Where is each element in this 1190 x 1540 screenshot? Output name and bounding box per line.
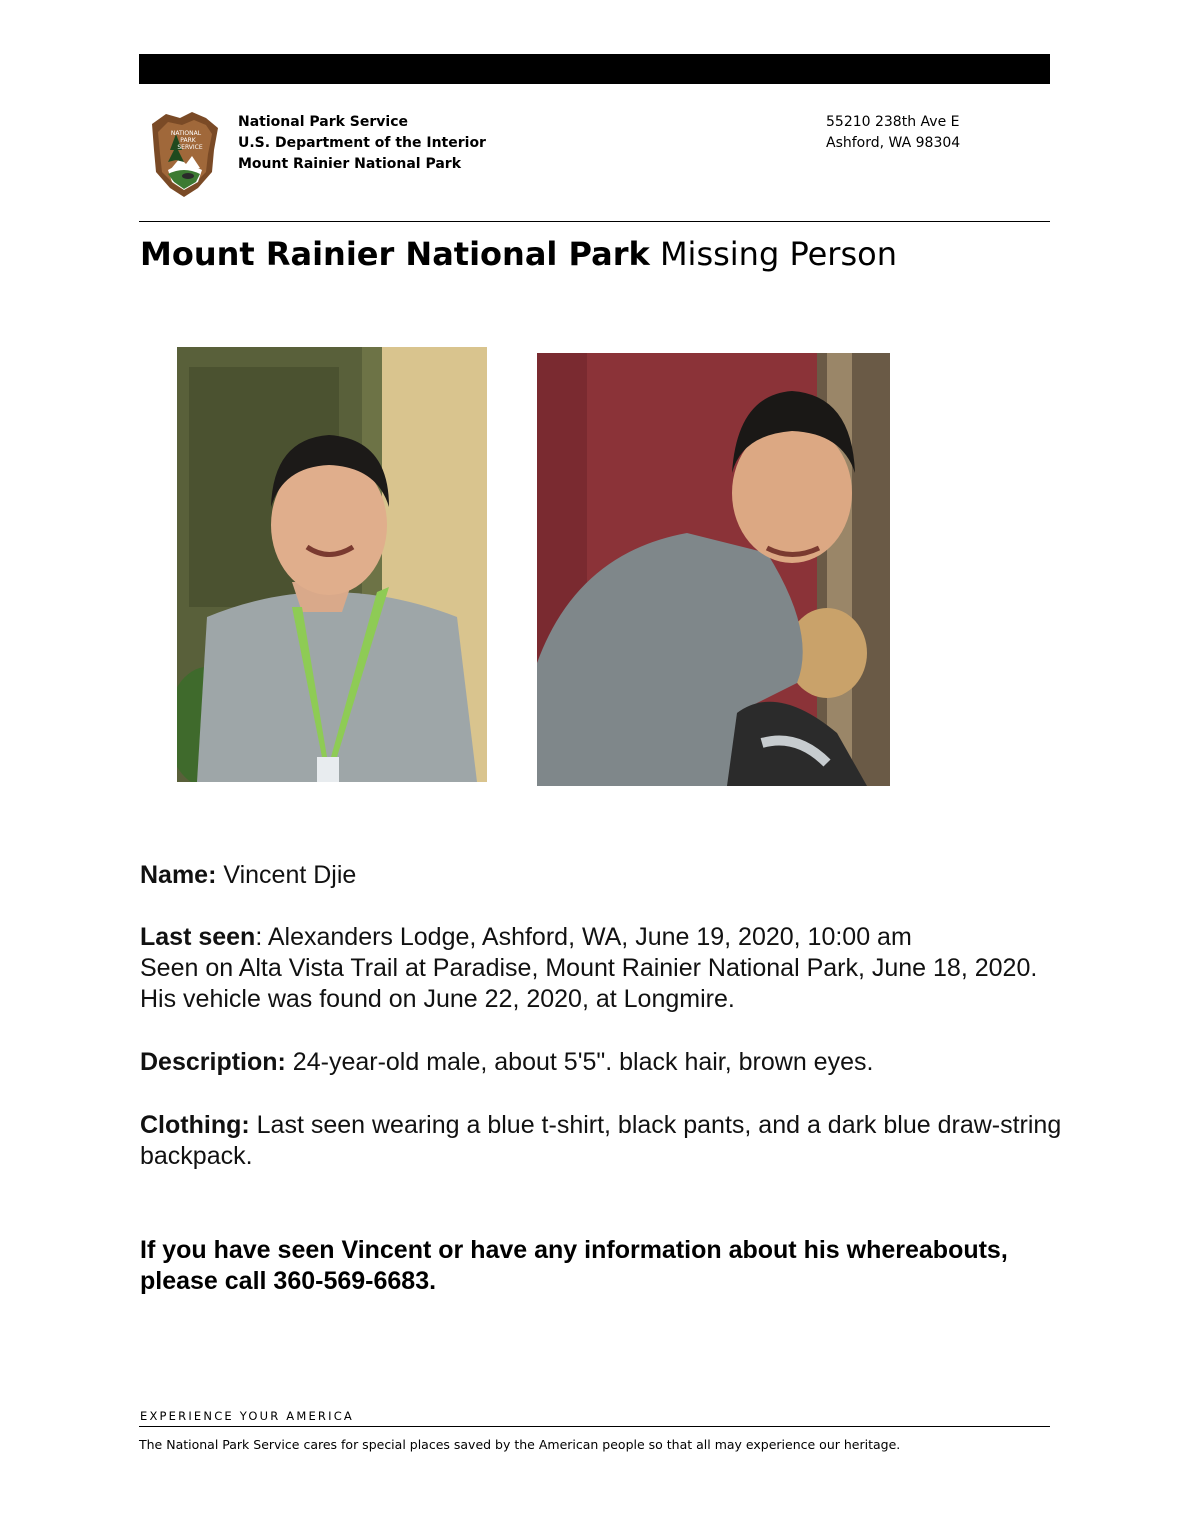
footer-divider: [139, 1426, 1050, 1427]
detail-description: [140, 1047, 1070, 1078]
clothing-label: Clothing:: [140, 1111, 250, 1139]
logo-text-line-3: SERVICE: [177, 144, 203, 151]
name-value: Vincent Djie: [223, 861, 357, 889]
agency-block: [238, 112, 486, 175]
address-line-2: Ashford, WA 98304: [826, 135, 961, 151]
agency-line-1: National Park Service: [238, 114, 408, 130]
logo-text-line-1: NATIONAL: [170, 130, 202, 137]
last-seen-extra: Seen on Alta Vista Trail at Paradise, Mount Rainier National Park, June 18, 2020. His vehicle was found on June 22, 2020, at Longmire.: [140, 954, 1038, 1013]
address-block: [826, 112, 960, 154]
footer-statement: The National Park Service cares for special places saved by the American people so that all may experience our heritage.: [139, 1437, 901, 1452]
agency-line-2: U.S. Department of the Interior: [238, 135, 486, 151]
logo-text-line-2: PARK: [180, 137, 196, 144]
detail-name: [140, 860, 1070, 891]
top-black-bar: [139, 54, 1050, 84]
detail-last-seen: [140, 922, 1070, 1015]
nps-arrowhead-logo-icon: [148, 110, 220, 198]
detail-clothing: [140, 1110, 1070, 1172]
name-label: Name:: [140, 861, 217, 889]
clothing-value: Last seen wearing a blue t-shirt, black pants, and a dark blue draw-string backpack.: [140, 1111, 1062, 1170]
header-divider: [139, 221, 1050, 222]
description-value: 24-year-old male, about 5'5". black hair, brown eyes.: [285, 1048, 874, 1076]
contact-appeal: If you have seen Vincent or have any information about his whereabouts, please call 360-569-6683.: [140, 1236, 1008, 1295]
title-subject: Missing Person: [659, 235, 897, 273]
footer-tagline: EXPERIENCE YOUR AMERICA: [140, 1409, 354, 1423]
missing-person-photo-1: [177, 347, 487, 782]
page-title: [140, 234, 897, 274]
agency-line-3: Mount Rainier National Park: [238, 156, 462, 172]
missing-person-photo-2: [537, 353, 890, 786]
last-seen-label: Last seen: [140, 923, 256, 951]
title-park-name: Mount Rainier National Park: [140, 235, 650, 273]
last-seen-value: : Alexanders Lodge, Ashford, WA, June 19, 2020, 10:00 am: [255, 923, 912, 951]
description-label: Description:: [140, 1048, 286, 1076]
address-line-1: 55210 238th Ave E: [826, 114, 960, 130]
